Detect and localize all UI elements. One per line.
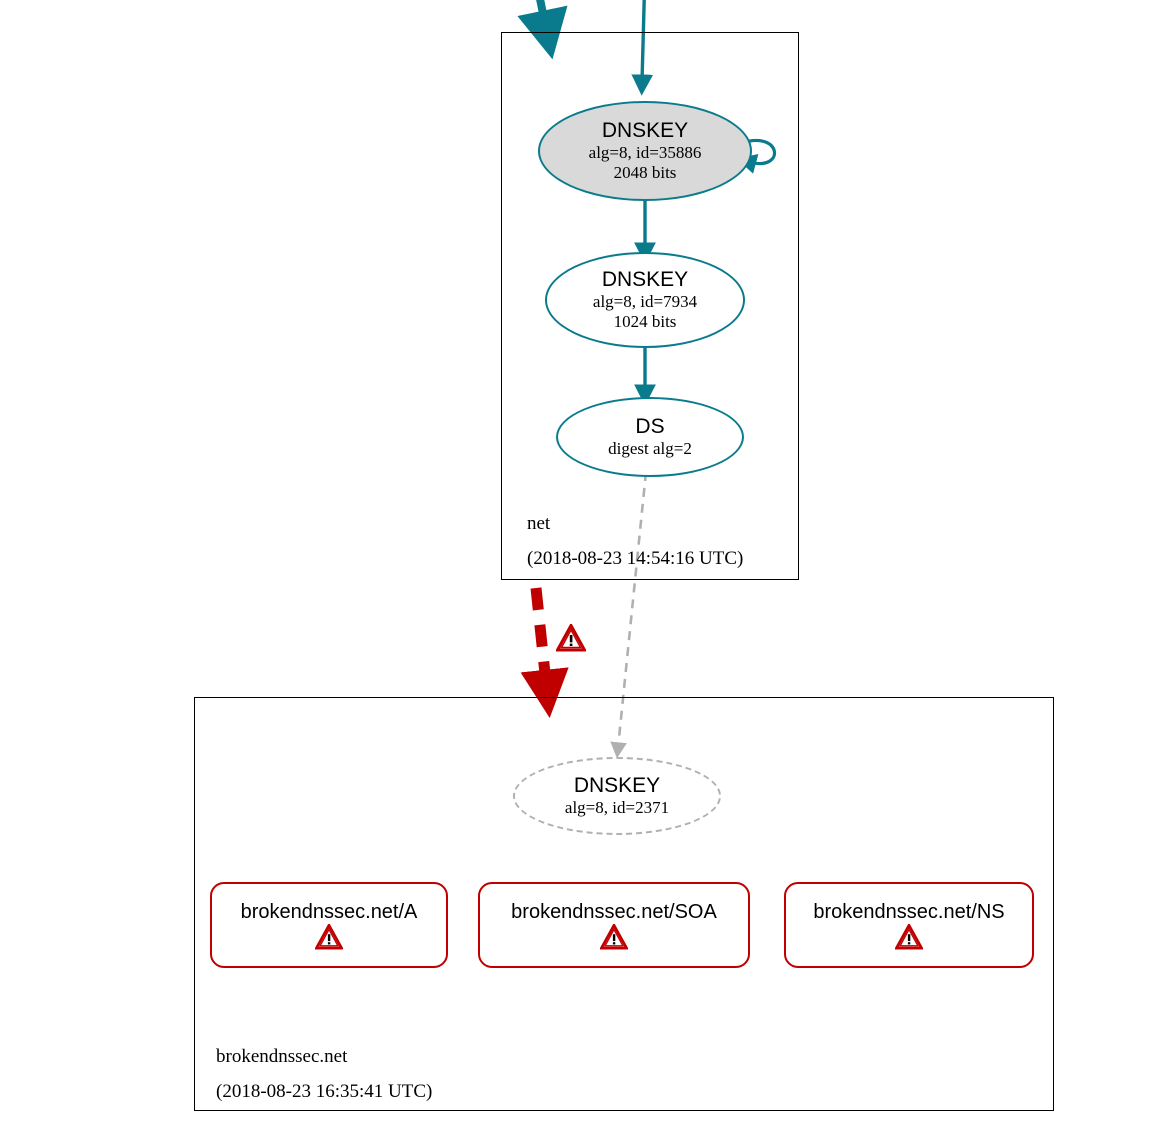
node-dnskey-ksk-net[interactable] — [538, 101, 752, 201]
node-dnskey-brokendnssec[interactable] — [513, 757, 721, 835]
node-subtitle-digest: digest alg=2 — [608, 438, 692, 458]
node-title: DNSKEY — [601, 268, 689, 292]
zone-brokendnssec-timestamp: (2018-08-23 16:35:41 UTC) — [216, 1081, 433, 1102]
rrset-label: brokendnssec.net/A — [240, 900, 418, 923]
node-subtitle-size: 1024 bits — [613, 311, 677, 331]
zone-net-label: net — [527, 513, 551, 534]
warning-icon — [600, 924, 628, 950]
node-title: DNSKEY — [601, 119, 689, 143]
rrset-brokendnssec-ns[interactable] — [784, 882, 1034, 968]
node-dnskey-zsk-net[interactable] — [545, 252, 745, 348]
edge-broken-delegation — [536, 588, 546, 683]
node-title: DNSKEY — [573, 774, 661, 798]
rrset-brokendnssec-a[interactable] — [210, 882, 448, 968]
rrset-label: brokendnssec.net/NS — [813, 900, 1005, 923]
rrset-label: brokendnssec.net/SOA — [511, 900, 717, 923]
node-subtitle-alg: alg=8, id=35886 — [588, 142, 702, 162]
zone-net-timestamp: (2018-08-23 14:54:16 UTC) — [527, 548, 744, 569]
warning-icon — [315, 924, 343, 950]
warning-icon — [895, 924, 923, 950]
node-ds-net[interactable] — [556, 397, 744, 477]
node-title: DS — [635, 415, 665, 439]
rrset-brokendnssec-soa[interactable] — [478, 882, 750, 968]
node-subtitle-size: 2048 bits — [613, 162, 677, 182]
edge-incoming-left — [534, 0, 546, 28]
node-subtitle-alg: alg=8, id=7934 — [592, 291, 698, 311]
zone-brokendnssec-label: brokendnssec.net — [216, 1046, 348, 1067]
warning-icon — [556, 624, 586, 652]
node-subtitle-alg: alg=8, id=2371 — [564, 797, 670, 817]
